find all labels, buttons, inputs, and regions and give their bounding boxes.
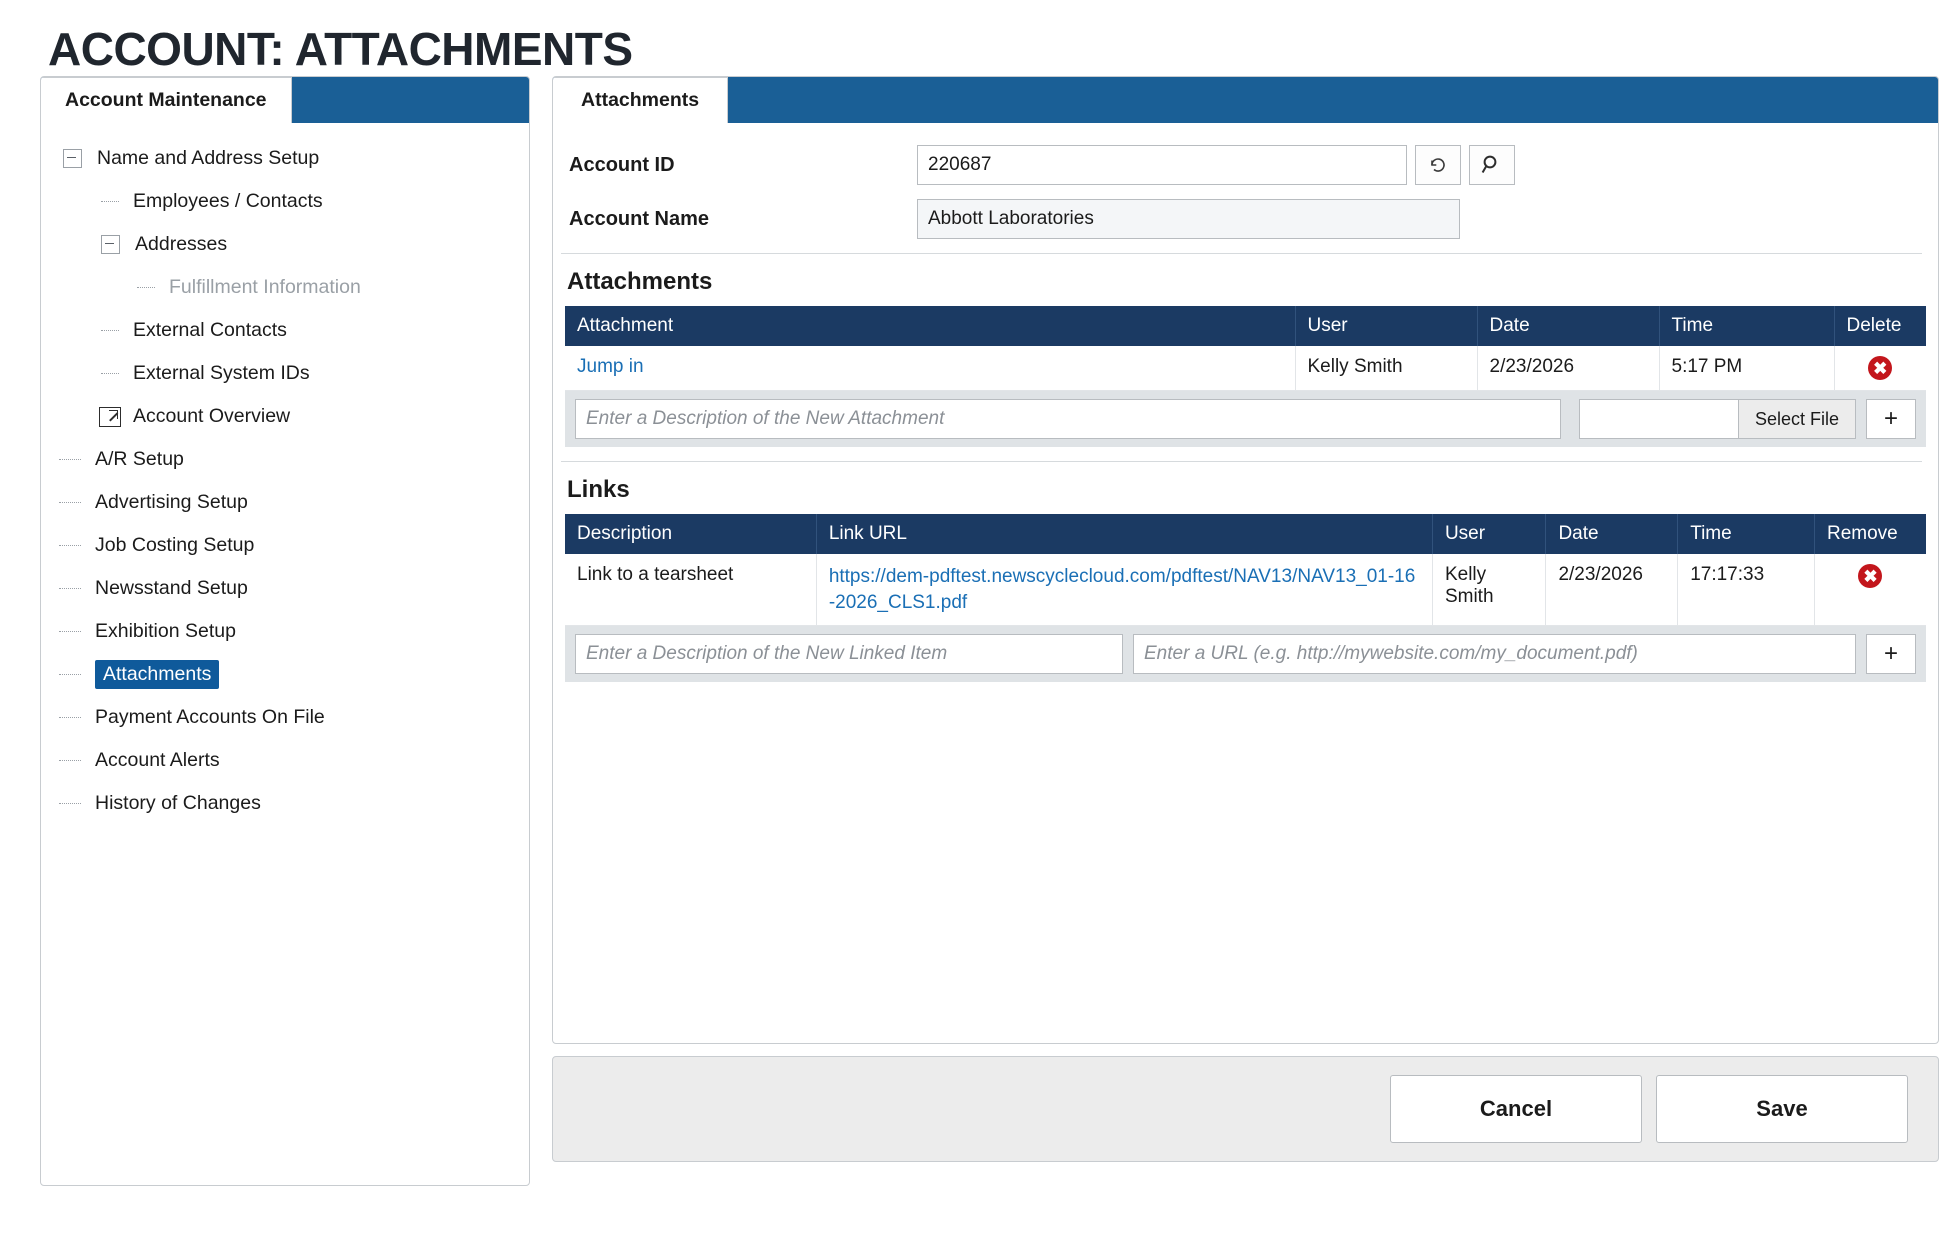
attachment-user-cell: Kelly Smith	[1295, 346, 1477, 391]
tree-branch-icon	[59, 803, 81, 805]
sidebar-item-account-overview[interactable]	[41, 395, 529, 438]
select-file-button[interactable]: Select File	[1738, 399, 1856, 439]
sidebar-item-label: Account Overview	[133, 405, 291, 427]
tree-branch-icon	[59, 631, 81, 633]
tree-branch-icon	[59, 545, 81, 547]
new-attachment-description-input[interactable]	[575, 399, 1561, 439]
column-delete: Delete	[1834, 306, 1926, 346]
link-description-cell: Link to a tearsheet	[565, 554, 816, 626]
link-time-cell: 17:17:33	[1678, 554, 1815, 626]
sidebar-item-label: History of Changes	[95, 792, 261, 814]
sidebar-item-label: Name and Address Setup	[97, 147, 320, 169]
column-user: User	[1432, 514, 1546, 554]
tree-branch-icon	[59, 459, 81, 461]
sidebar-item-label: Exhibition Setup	[95, 620, 236, 642]
sidebar-item-label: Newsstand Setup	[95, 577, 248, 599]
sidebar-item-label: External System IDs	[133, 362, 310, 384]
tree-branch-icon	[59, 717, 81, 719]
sidebar-item-label: External Contacts	[133, 319, 287, 341]
account-name-label: Account Name	[569, 207, 710, 230]
tree-branch-icon	[59, 674, 81, 676]
content-tabstrip	[553, 77, 1938, 123]
column-attachment: Attachment	[565, 306, 1295, 346]
attachment-link[interactable]: Jump in	[577, 356, 644, 377]
column-date: Date	[1546, 514, 1678, 554]
sidebar-item-label: Payment Accounts On File	[95, 706, 325, 728]
sidebar-item-label: Account Alerts	[95, 749, 220, 771]
attachment-add-row	[565, 391, 1926, 447]
attachment-time-cell: 5:17 PM	[1659, 346, 1834, 391]
sidebar-item-label: Addresses	[135, 233, 228, 255]
column-time: Time	[1678, 514, 1815, 554]
sidebar-item-history-of-changes[interactable]	[41, 782, 529, 825]
sidebar-item-payment-accounts-on-file[interactable]	[41, 696, 529, 739]
tree-branch-icon	[59, 760, 81, 762]
refresh-icon-button[interactable]	[1415, 145, 1461, 185]
column-link-url: Link URL	[816, 514, 1432, 554]
collapse-icon[interactable]	[101, 235, 120, 254]
new-link-url-input[interactable]	[1133, 634, 1856, 674]
sidebar-tabstrip	[41, 77, 529, 123]
tree-branch-icon	[137, 287, 155, 289]
tree-branch-icon	[101, 201, 119, 203]
sidebar-item-exhibition-setup[interactable]	[41, 610, 529, 653]
save-button[interactable]: Save	[1656, 1075, 1908, 1143]
link-user-cell: Kelly Smith	[1432, 554, 1546, 626]
table-row	[565, 554, 1926, 626]
attachment-file-input[interactable]	[1579, 399, 1739, 439]
links-table-header	[565, 514, 1926, 554]
sidebar-item-employees-contacts[interactable]	[41, 180, 529, 223]
sidebar-item-name-and-address-setup[interactable]	[41, 137, 529, 180]
cancel-button[interactable]: Cancel	[1390, 1075, 1642, 1143]
sidebar-item-ar-setup[interactable]	[41, 438, 529, 481]
account-form	[553, 123, 1938, 239]
main-layout	[0, 76, 1944, 1186]
account-name-input	[917, 199, 1460, 239]
sidebar-item-label: Fulfillment Information	[169, 276, 361, 298]
sidebar-item-external-system-ids[interactable]	[41, 352, 529, 395]
collapse-icon[interactable]	[63, 149, 82, 168]
account-name-row	[569, 199, 1912, 239]
external-link-icon	[99, 407, 121, 427]
navigation-tree	[41, 123, 529, 825]
link-date-cell: 2/23/2026	[1546, 554, 1678, 626]
delete-icon[interactable]: ✖	[1868, 356, 1892, 380]
sidebar-item-fulfillment-information[interactable]	[41, 266, 529, 309]
table-row	[565, 346, 1926, 391]
link-add-row	[565, 626, 1926, 682]
sidebar-item-label: A/R Setup	[95, 448, 184, 470]
account-maintenance-panel	[40, 76, 530, 1186]
remove-icon[interactable]: ✖	[1858, 564, 1882, 588]
links-section-title: Links	[561, 461, 1922, 514]
column-user: User	[1295, 306, 1477, 346]
attachments-table	[565, 306, 1926, 391]
column-description: Description	[565, 514, 816, 554]
account-id-input[interactable]	[917, 145, 1407, 185]
tree-branch-icon	[101, 373, 119, 375]
links-table	[565, 514, 1926, 626]
tree-branch-icon	[59, 588, 81, 590]
sidebar-item-advertising-setup[interactable]	[41, 481, 529, 524]
attachments-section-title: Attachments	[561, 253, 1922, 306]
column-date: Date	[1477, 306, 1659, 346]
tab-account-maintenance[interactable]: Account Maintenance	[41, 77, 292, 123]
tree-branch-icon	[101, 330, 119, 332]
add-attachment-button[interactable]: +	[1866, 399, 1916, 439]
tab-attachments[interactable]: Attachments	[553, 77, 728, 123]
add-link-button[interactable]: +	[1866, 634, 1916, 674]
link-url-cell	[816, 554, 1432, 626]
sidebar-item-label: Job Costing Setup	[95, 534, 255, 556]
search-icon-button[interactable]	[1469, 145, 1515, 185]
account-id-row	[569, 145, 1912, 185]
new-link-description-input[interactable]	[575, 634, 1123, 674]
sidebar-item-label: Advertising Setup	[95, 491, 248, 513]
attachment-name-cell	[565, 346, 1295, 391]
column-time: Time	[1659, 306, 1834, 346]
column-remove: Remove	[1814, 514, 1926, 554]
attachments-table-header	[565, 306, 1926, 346]
sidebar-item-label: Employees / Contacts	[133, 190, 323, 212]
content-column	[552, 76, 1939, 1186]
sidebar-item-job-costing-setup[interactable]	[41, 524, 529, 567]
attachments-panel	[552, 76, 1939, 1044]
link-url[interactable]: https://dem-pdftest.newscyclecloud.com/pdftest/NAV13/NAV13_01-16-2026_CLS1.pdf	[828, 566, 1416, 613]
sidebar-item-addresses[interactable]	[41, 223, 529, 266]
sidebar-item-newsstand-setup[interactable]	[41, 567, 529, 610]
page-title: ACCOUNT: ATTACHMENTS	[48, 23, 633, 75]
tree-branch-icon	[59, 502, 81, 504]
attachment-date-cell: 2/23/2026	[1477, 346, 1659, 391]
account-id-label: Account ID	[569, 153, 675, 176]
link-remove-cell	[1814, 554, 1926, 626]
sidebar-item-label: Attachments	[95, 660, 219, 689]
sidebar-item-external-contacts[interactable]	[41, 309, 529, 352]
attachment-delete-cell	[1834, 346, 1926, 391]
sidebar-item-attachments[interactable]	[41, 653, 529, 696]
footer-actions	[552, 1056, 1939, 1162]
sidebar-item-account-alerts[interactable]	[41, 739, 529, 782]
